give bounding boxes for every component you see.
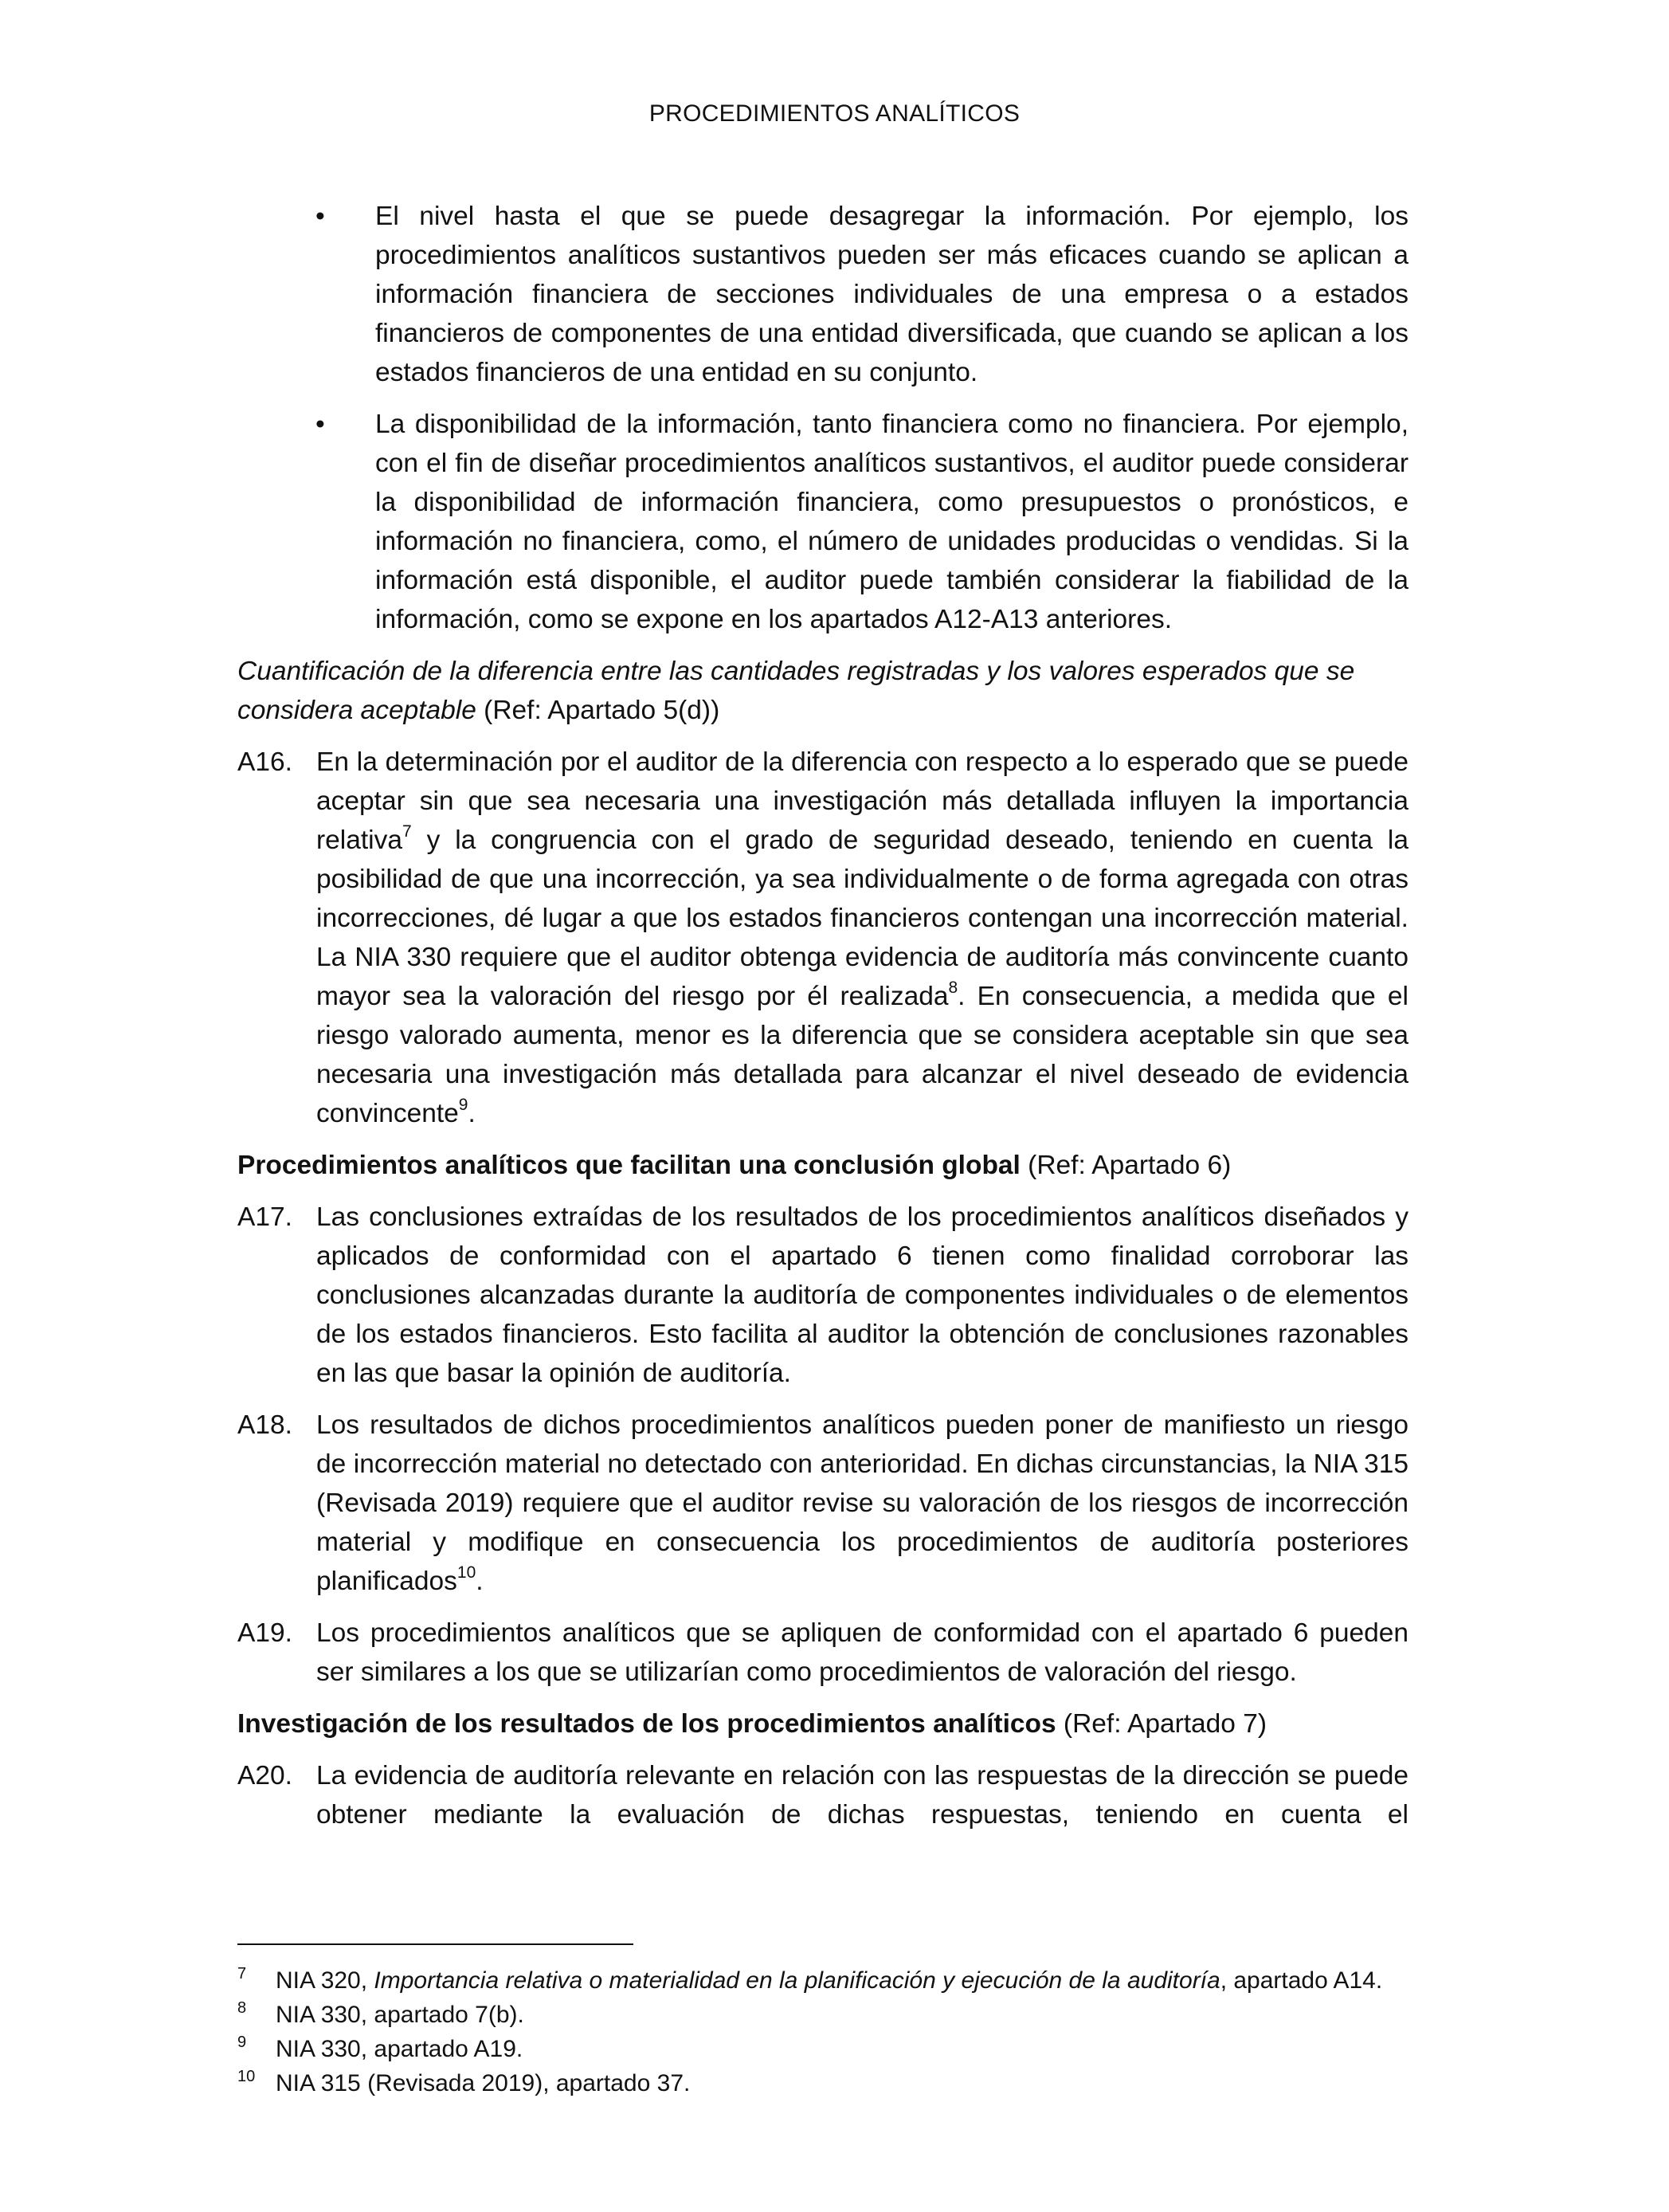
- running-header: PROCEDIMIENTOS ANALÍTICOS: [648, 100, 1021, 127]
- heading-bold-text: Procedimientos analíticos que facilitan una conclusión global: [237, 1151, 1021, 1180]
- text-run: Los resultados de dichos procedimientos analíticos pueden poner de manifiesto un riesgo de incorrección material no detectado con anterioridad. En dichas circunstancias, la NIA 315 (Revisada 2019) requiere que el auditor revise su valoración de los riesgos de incorrección material y modifique en consecuencia los procedimientos de auditoría posteriores planificados: [316, 1410, 1408, 1596]
- footnote-ref: 9: [458, 1095, 468, 1114]
- heading-ref: (Ref: Apartado 6): [1020, 1151, 1232, 1180]
- heading-ref: (Ref: Apartado 7): [1056, 1709, 1267, 1739]
- bullet-icon: •: [315, 202, 325, 231]
- footnote-ref: 8: [948, 978, 958, 997]
- paragraph-a18: [237, 1406, 1408, 1601]
- paragraph-a16: [237, 743, 1408, 1133]
- footnote-item: [237, 1998, 1408, 2032]
- paragraph-number: A16.: [237, 747, 292, 777]
- footnote-ref: 10: [456, 1563, 476, 1582]
- text-run: . En consecuencia, a medida que el riesgo valorado aumenta, menor es la diferencia que se considera aceptable sin que sea necesaria una investigación más detallada para alcanzar el nivel deseado de evidencia convincente: [316, 982, 1408, 1128]
- footnote-item: [237, 2032, 1408, 2066]
- heading-bold-text: Investigación de los resultados de los procedimientos analíticos: [237, 1709, 1056, 1739]
- footnote-text: NIA 330, apartado A19.: [276, 2036, 523, 2062]
- text-run: En la determinación por el auditor de la diferencia con respecto a lo esperado que se puede aceptar sin que sea necesaria una investigación más detallada influyen la importancia relativa: [316, 747, 1408, 855]
- text-run: .: [476, 1567, 484, 1596]
- footnote-text: NIA 315 (Revisada 2019), apartado 37.: [276, 2070, 691, 2096]
- bullet-text: El nivel hasta el que se puede desagregar la información. Por ejemplo, los procedimientos analíticos sustantivos pueden ser más eficaces cuando se aplican a información financiera de secciones individuales de una empresa o a estados financieros de componentes de una entidad diversificada, que cuando se aplican a los estados financieros de una entidad en su conjunto.: [375, 202, 1408, 387]
- heading-italic-text: Cuantificación de la diferencia entre las cantidades registradas y los valores esperados que se considera aceptable: [237, 657, 1355, 725]
- footnote-item: [237, 1963, 1408, 1998]
- footnote-separator: [237, 1943, 633, 1945]
- footnote-italic-title: Importancia relativa o materialidad en la planificación y ejecución de la auditoría: [374, 1967, 1220, 1994]
- section-heading-global: [237, 1146, 1408, 1185]
- footnote-text: NIA 330, apartado 7(b).: [276, 2002, 524, 2028]
- footnote-item: [237, 2066, 1408, 2100]
- paragraph-number: A18.: [237, 1410, 292, 1440]
- bullet-icon: •: [315, 410, 325, 439]
- footnote-number: 10: [237, 2068, 256, 2085]
- section-heading-quantification: [237, 652, 1408, 730]
- text-run: y la congruencia con el grado de seguridad deseado, teniendo en cuenta la posibilidad de que una incorrección, ya sea individualmente o de forma agregada con otras incorrecciones, dé lugar a que los estados financieros contengan una incorrección material. La NIA 330 requiere que el auditor obtenga evidencia de auditoría más convincente cuanto mayor sea la valoración del riesgo por él realizada: [316, 826, 1408, 1011]
- footnote-number: 9: [237, 2034, 247, 2051]
- footnote-ref: 7: [402, 822, 412, 841]
- text-run: .: [468, 1099, 476, 1128]
- bullet-item: [237, 405, 1408, 639]
- section-heading-investigation: [237, 1704, 1408, 1743]
- footnotes: [237, 1963, 1408, 2100]
- footnote-text: [276, 1967, 1382, 1994]
- paragraph-a19: [237, 1614, 1408, 1692]
- paragraph-text: [316, 1410, 1408, 1596]
- paragraph-a17: [237, 1198, 1408, 1393]
- paragraph-a20: [237, 1756, 1408, 1834]
- bullet-text: La disponibilidad de la información, tanto financiera como no financiera. Por ejemplo, con el fin de diseñar procedimientos analíticos sustantivos, el auditor puede considerar la disponibilidad de información financiera, como presupuestos o pronósticos, e información no financiera, como, el número de unidades producidas o vendidas. Si la información está disponible, el auditor puede también considerar la fiabilidad de la información, como se expone en los apartados A12-A13 anteriores.: [375, 410, 1408, 634]
- bullet-item: [237, 197, 1408, 392]
- paragraph-text: Las conclusiones extraídas de los resultados de los procedimientos analíticos diseñados y aplicados de conformidad con el apartado 6 tienen como finalidad corroborar las conclusiones alcanzadas durante la auditoría de componentes individuales o de elementos de los estados financieros. Esto facilita al auditor la obtención de conclusiones razonables en las que basar la opinión de auditoría.: [316, 1202, 1408, 1388]
- text-run: , apartado A14.: [1220, 1967, 1383, 1994]
- paragraph-text: Los procedimientos analíticos que se apliquen de conformidad con el apartado 6 pueden ser similares a los que se utilizarían como procedimientos de valoración del riesgo.: [316, 1618, 1408, 1687]
- paragraph-text: [316, 747, 1408, 1128]
- paragraph-number: A19.: [237, 1618, 292, 1648]
- paragraph-text: La evidencia de auditoría relevante en relación con las respuestas de la dirección se puede obtener mediante la evaluación de dichas respuestas, teniendo en cuenta el: [316, 1761, 1408, 1830]
- footnote-number: 8: [237, 1999, 247, 2017]
- heading-ref: (Ref: Apartado 5(d)): [476, 696, 720, 725]
- footnote-number: 7: [237, 1965, 247, 1983]
- paragraph-number: A20.: [237, 1761, 292, 1790]
- paragraph-number: A17.: [237, 1202, 292, 1232]
- body-top: [237, 197, 1408, 1847]
- text-run: NIA 320,: [276, 1967, 374, 1994]
